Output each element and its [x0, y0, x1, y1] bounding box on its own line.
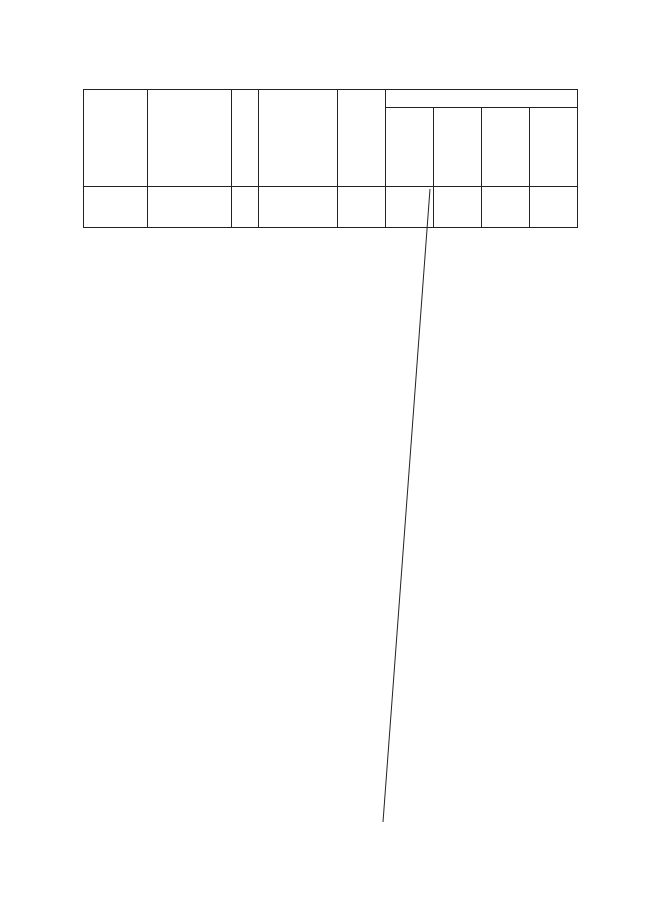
applicants-cell — [338, 207, 386, 228]
school-cell — [84, 187, 148, 228]
table-row — [84, 187, 578, 208]
quota-cell — [259, 207, 338, 228]
header-applicants — [338, 90, 386, 187]
header-school — [84, 90, 148, 187]
header-row-1 — [84, 90, 578, 108]
header-sex — [232, 90, 259, 187]
header-after — [530, 108, 578, 187]
prev-cell — [482, 207, 530, 228]
header-quota — [259, 90, 338, 187]
dept-cell — [148, 187, 232, 228]
round2-cell — [386, 207, 434, 228]
sex-cell — [232, 187, 259, 228]
header-prev — [482, 108, 530, 187]
admissions-ratio-table — [83, 89, 578, 228]
header-ratio-group — [386, 90, 578, 108]
after-cell — [530, 207, 578, 228]
round1-cell — [434, 207, 482, 228]
quota-cell — [259, 187, 338, 208]
header-dept — [148, 90, 232, 187]
header-round1 — [434, 108, 482, 187]
header-round2 — [386, 108, 434, 187]
